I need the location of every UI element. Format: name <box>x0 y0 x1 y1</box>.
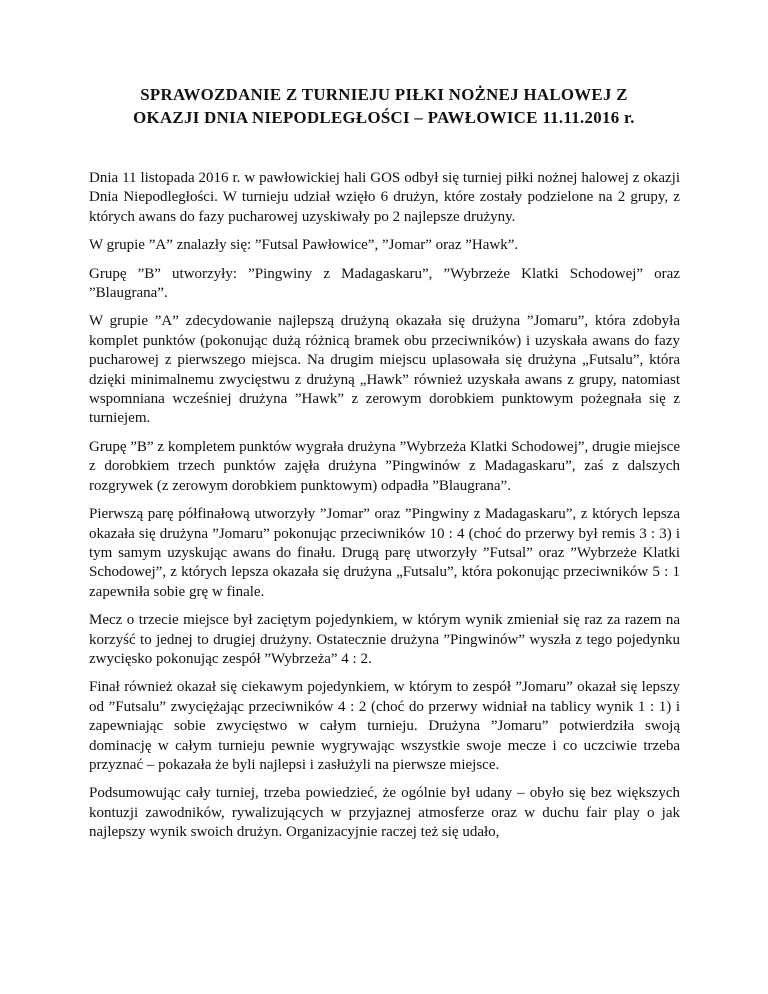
paragraph-third-place: Mecz o trzecie miejsce był zaciętym pojedynkiem, w którym wynik zmieniał się raz za razem na korzyść to jednej to drugiej drużyny. Ostatecznie drużyna ”Pingwinów” wyszła z tego pojedynku zwycięsko pokonując zespół ”Wybrzeża” 4 : 2. <box>89 612 680 667</box>
paragraph-group-b-results: Grupę ”B” z kompletem punktów wygrała drużyna ”Wybrzeża Klatki Schodowej”, drugie miejsce z dorobkiem trzech punktów zajęła drużyna ”Pingwinów z Madagaskaru”, zaś z dalszych rozgrywek (z zerowym dorobkiem punktowym) odpadła ”Blaugrana”. <box>89 438 680 494</box>
title-line-2: OKAZJI DNIA NIEPODLEGŁOŚCI – PAWŁOWICE 11.11.2016 r. <box>133 108 635 127</box>
paragraph-final: Finał również okazał się ciekawym pojedynkiem, w którym to zespół ”Jomaru” okazał się lepszy od ”Futsalu” zwyciężając przeciwników 4 : 2 (choć do przerwy widniał na tablicy wynik 1 : 1) i zapewniając sobie zwycięstwo w całym turnieju. Drużyna ”Jomaru” potwierdziła swoją dominację w całym turnieju pewnie wygrywając wszystkie swoje mecze i co uczciwie trzeba przyznać – pokazała że byli najlepsi i zasłużyli na pierwsze miejsce. <box>89 679 680 773</box>
paragraph-group-a: W grupie ”A” znalazły się: ”Futsal Pawłowice”, ”Jomar” oraz ”Hawk”. <box>89 237 519 254</box>
paragraph-group-a-results: W grupie ”A” zdecydowanie najlepszą drużyną okazała się drużyna ”Jomaru”, która zdobyła komplet punktów (pokonując dużą różnicą bramek obu przeciwników) i uzyskała awans do fazy pucharowej z pierwszego miejsca. Na drugim miejscu uplasowała się drużyna „Futsalu”, która dzięki minimalnemu zwycięstwu z drużyną „Hawk” również uzyskała awans z grupy, natomiast wspomniana wcześniej drużyna ”Hawk” z zerowym dorobkiem punktowym pożegnała się z turniejem. <box>89 313 680 427</box>
paragraph-intro: Dnia 11 listopada 2016 r. w pawłowickiej hali GOS odbył się turniej piłki nożnej halowej z okazji Dnia Niepodległości. W turnieju udział wzięło 6 drużyn, które zostały podzielone na 2 grupy, z których awans do fazy pucharowej uzyskiwały po 2 najlepsze drużyny. <box>89 170 680 225</box>
paragraph-group-b: Grupę ”B” utworzyły: ”Pingwiny z Madagaskaru”, ”Wybrzeże Klatki Schodowej” oraz ”Blaugrana”. <box>89 265 680 302</box>
paragraph-summary: Podsumowując cały turniej, trzeba powiedzieć, że ogólnie był udany – obyło się bez większych kontuzji zawodników, rywalizujących w przyjaznej atmosferze oraz w duchu fair play o jak najlepszy wynik swoich drużyn. Organizacyjnie raczej też się udało, <box>89 785 680 841</box>
title-line-1: SPRAWOZDANIE Z TURNIEJU PIŁKI NOŻNEJ HALOWEJ Z <box>140 85 628 104</box>
document-title <box>60 83 708 129</box>
document-body <box>89 169 680 843</box>
paragraph-semifinals: Pierwszą parę półfinałową utworzyły ”Jomar” oraz ”Pingwiny z Madagaskaru”, z których lepsza okazała się drużyna ”Jomaru” pokonując przeciwników 10 : 4 (choć do przerwy był remis 3 : 3) i tym samym uzyskując awans do finału. Drugą parę utworzyły ”Futsal” oraz ”Wybrzeże Klatki Schodowej”, z których lepsza okazała się drużyna „Futsalu”, która pokonując przeciwników 5 : 1 zapewniła sobie grę w finale. <box>89 506 680 600</box>
